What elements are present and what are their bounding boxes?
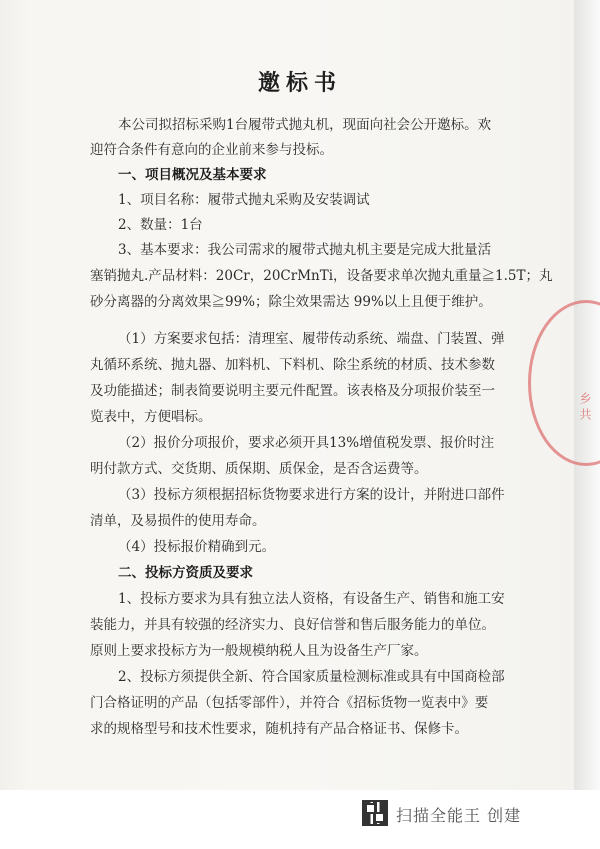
sub4-line: （4）投标报价精确到元。: [118, 539, 276, 555]
sub1-line-2: 丸循环系统、抛丸器、加料机、下料机、除尘系统的材质、技术参数: [90, 357, 495, 373]
section1-heading: 一、项目概况及基本要求: [118, 167, 267, 183]
req2-line-1: 2、投标方须提供全新、符合国家质量检测标准或具有中国商检部: [118, 669, 505, 685]
intro-line-2: 迎符合条件有意向的企业前来参与投标。: [90, 142, 333, 158]
sub1-line-3: 及功能描述；制表简要说明主要元件配置。该表格及分项报价装至一: [90, 383, 495, 399]
scanner-brand-text: 扫描全能王 创建: [396, 806, 522, 825]
req1-line-1: 1、投标方要求为具有独立法人资格，有设备生产、销售和施工安: [118, 591, 505, 607]
sub2-line-1: （2）报价分项报价，要求必须开具13%增值税发票、报价时注: [118, 435, 495, 451]
section2-heading: 二、投标方资质及要求: [118, 565, 253, 581]
seal-stamp-text: 乡 共: [578, 392, 592, 420]
item3-line-1: 3、基本要求：我公司需求的履带式抛丸机主要是完成大批量活: [118, 242, 492, 258]
req1-line-2: 装能力，并具有较强的经济实力、良好信誉和售后服务能力的单位。: [90, 617, 495, 633]
item3-line-2: 塞销抛丸.产品材料：20Cr，20CrMnTi，设备要求单次抛丸重量≧1.5T；丸: [90, 268, 553, 284]
sub2-line-2: 明付款方式、交货期、质保期、质保金，是否含运费等。: [90, 461, 428, 477]
item2-line: 2、数量：1台: [118, 217, 203, 233]
qr-code-icon: [362, 800, 388, 826]
sub3-line-2: 清单，及易损件的使用寿命。: [90, 513, 266, 529]
item3-line-3: 砂分离器的分离效果≧99%；除尘效果需达 99%以上且便于维护。: [90, 294, 492, 310]
req2-line-2: 门合格证明的产品（包括零部件），并符合《招标货物一览表中》要: [90, 695, 489, 711]
item1-line: 1、项目名称：履带式抛丸采购及安装调试: [118, 192, 370, 208]
sub1-line-1: （1）方案要求包括：清理室、履带传动系统、端盘、门装置、弹: [118, 331, 505, 347]
req1-line-3: 原则上要求投标方为一般规模纳税人且为设备生产厂家。: [90, 643, 428, 659]
sub3-line-1: （3）投标方须根据招标货物要求进行方案的设计，并附进口部件: [118, 487, 505, 503]
document-title: 邀标书: [257, 70, 342, 96]
intro-line-1: 本公司拟招标采购1台履带式抛丸机，现面向社会公开邀标。欢: [118, 117, 492, 133]
req2-line-3: 求的规格型号和技术性要求，随机持有产品合格证书、保修卡。: [90, 721, 468, 737]
sub1-line-4: 览表中，方便唱标。: [90, 409, 212, 425]
